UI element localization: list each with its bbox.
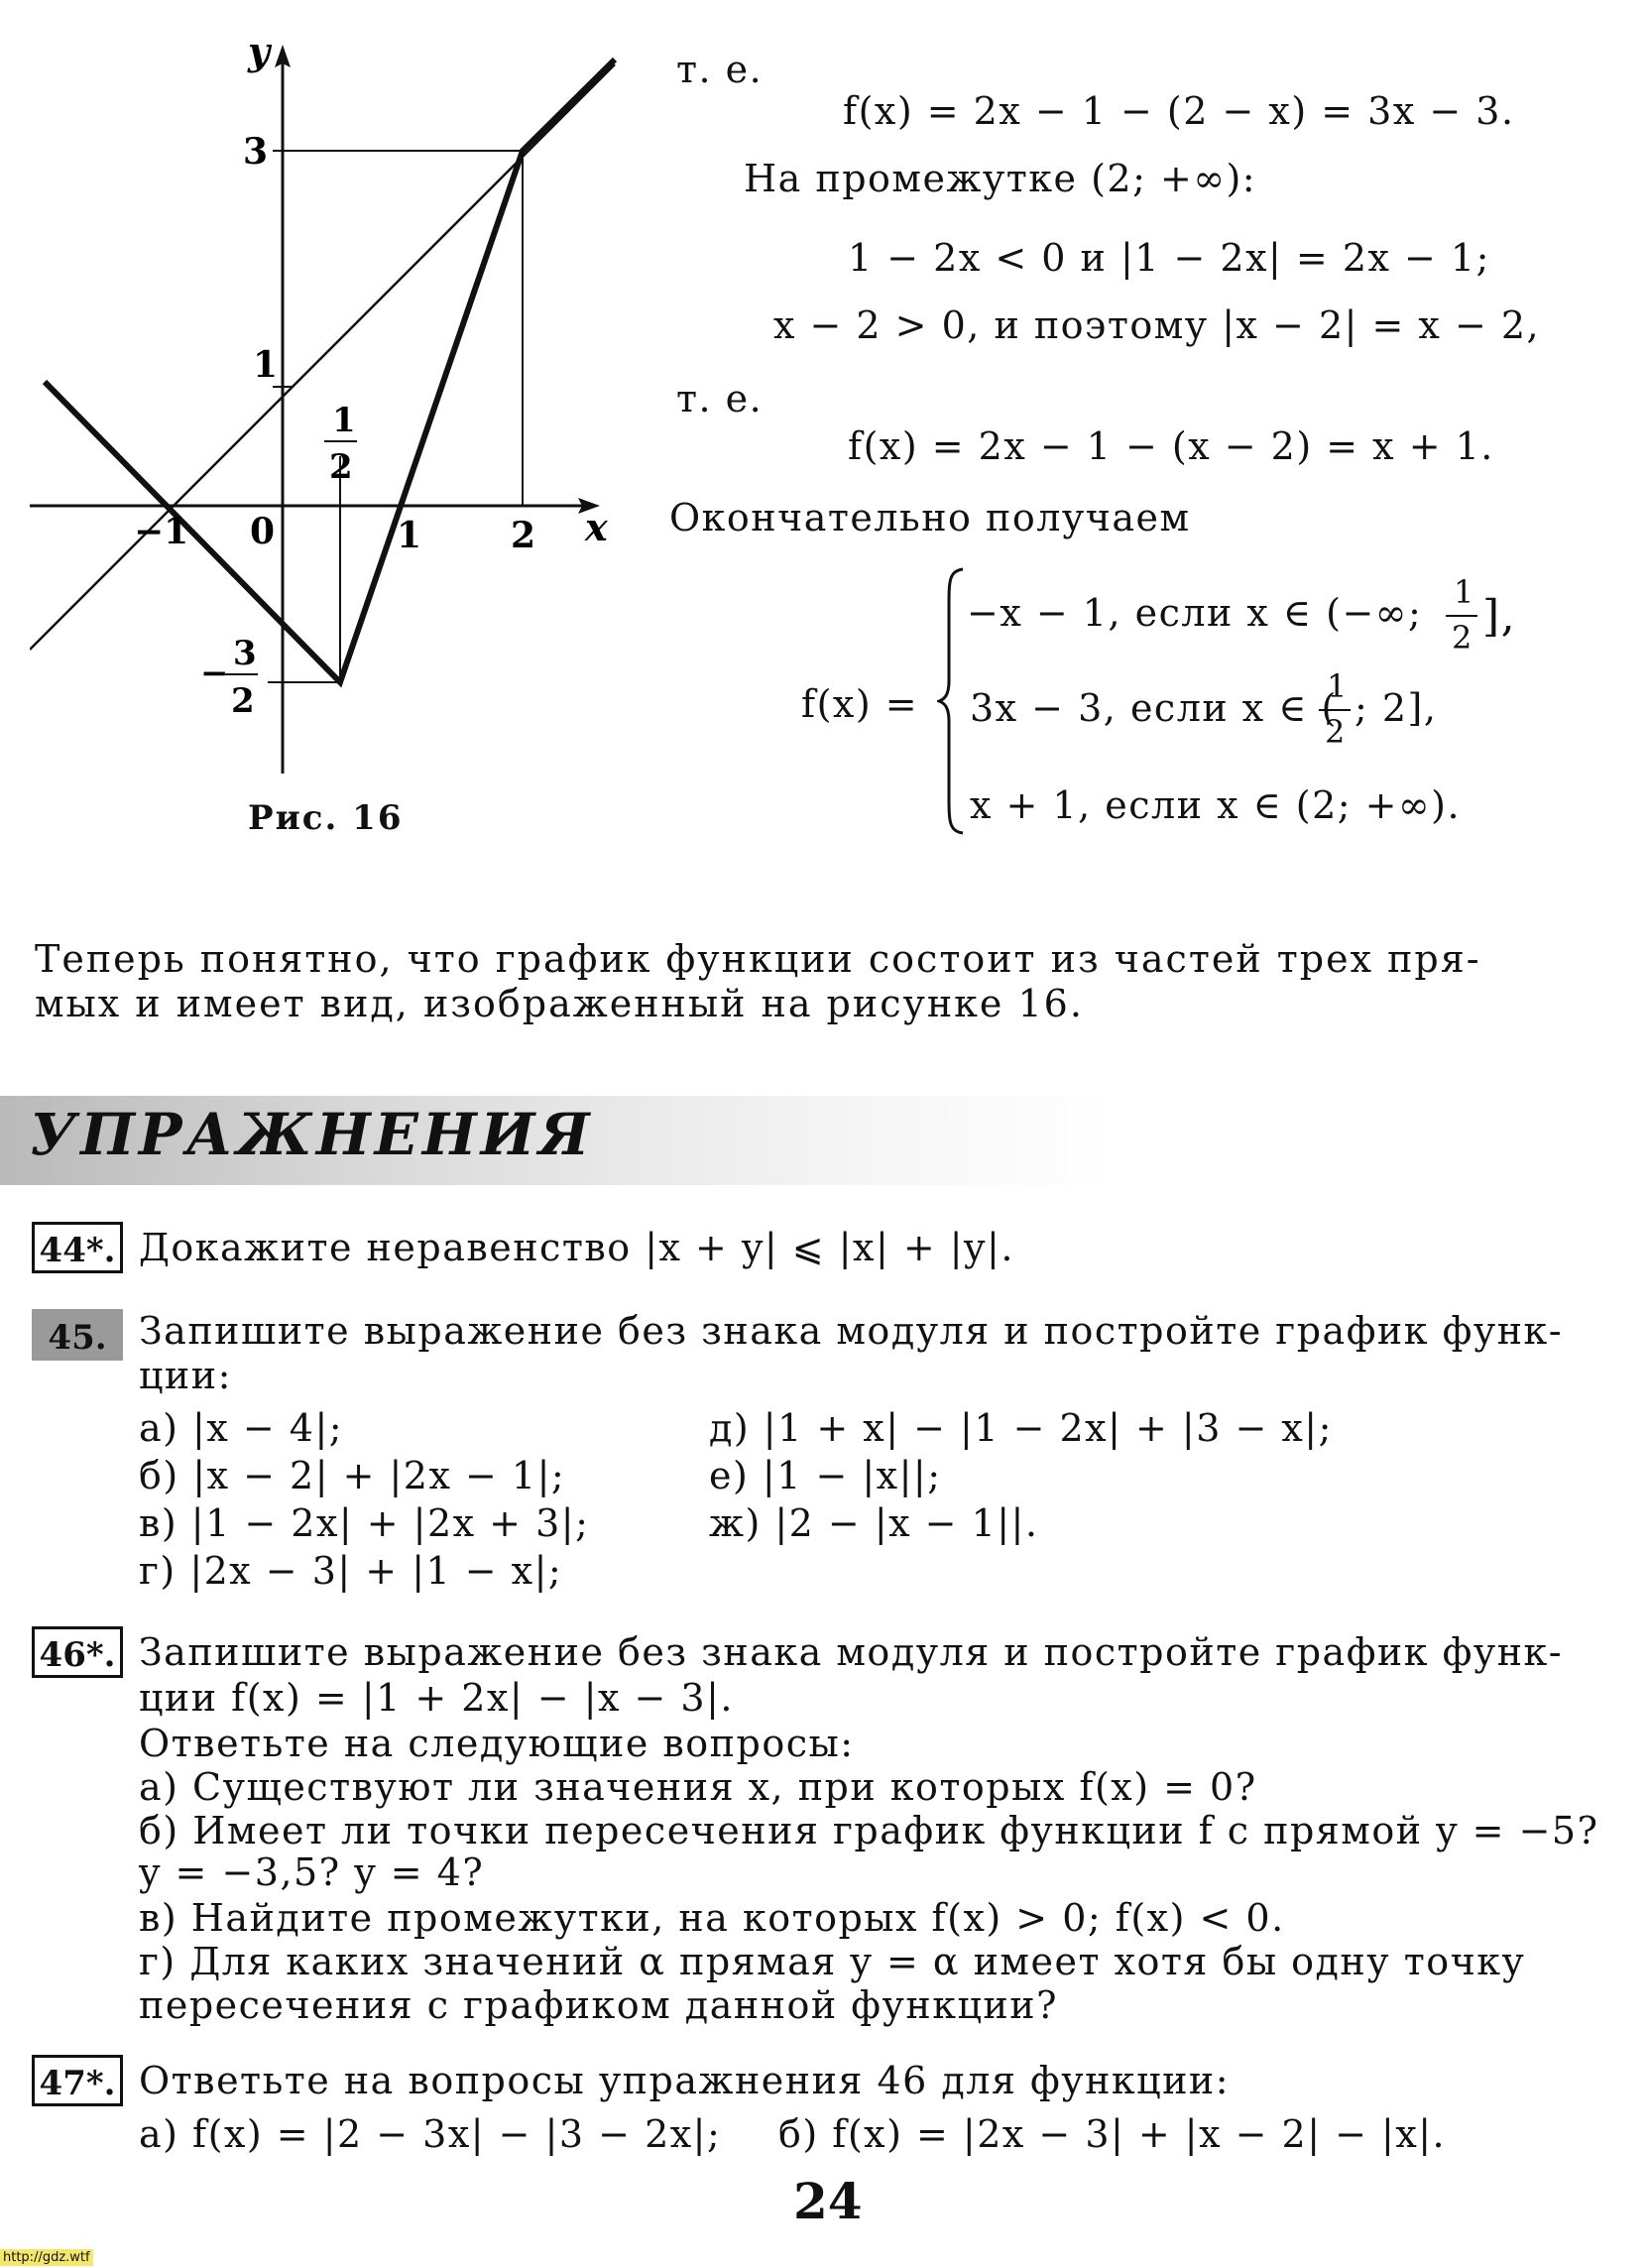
equation-2: f(x) = 2x − 1 − (x − 2) = x + 1. [848,424,1494,468]
tick-label-neg1: −1 [134,511,189,552]
case1-close: ], [1482,591,1517,642]
neg-frac-numerator: 3 [233,634,257,673]
tick-label-2: 2 [511,515,536,556]
tick-label-3: 3 [243,131,269,173]
case2-bar [1319,709,1351,711]
tick-label-0: 0 [250,511,276,552]
interval-heading: На промежутке (2; +∞): [744,157,1257,200]
case2-expr: 3x − 3, если x ∈ ( [970,686,1338,730]
line-y-x-plus-1 [30,64,615,650]
paragraph-line-1: Теперь понятно, что график функции состоит из частей трех пря- [35,937,1481,981]
exercise-45-v: в) |1 − 2x| + |2x + 3|; [139,1501,590,1545]
figure-caption: Рис. 16 [248,798,404,838]
equation-1: f(x) = 2x − 1 − (2 − x) = 3x − 3. [843,89,1515,133]
exercise-46-line-3: Ответьте на следующие вопросы: [139,1722,855,1765]
te-label-2: т. е. [676,377,764,420]
exercise-45-a: а) |x − 4|; [139,1406,344,1450]
exercise-46-b-2: y = −3,5? y = 4? [139,1850,485,1894]
neg-frac-denominator: 2 [231,681,255,721]
exercise-47-number: 47*. [32,2055,123,2106]
condition-1: 1 − 2x < 0 и |1 − 2x| = 2x − 1; [848,236,1490,280]
piecewise-brace [937,567,967,835]
y-axis-label: y [248,40,271,73]
exercise-47-b: б) f(x) = |2x − 3| + |x − 2| − |x|. [778,2112,1447,2156]
case1-den: 2 [1452,619,1473,657]
section-title: УПРАЖНЕНИЯ [30,1101,594,1168]
exercise-44-text: Докажите неравенство |x + y| ⩽ |x| + |y|. [139,1226,1014,1269]
exercise-46-a: а) Существуют ли значения x, при которых f(x) = 0? [139,1765,1257,1809]
watermark-link[interactable]: http://gdz.wtf [0,2249,93,2266]
exercise-45-zh: ж) |2 − |x − 1||. [709,1501,1039,1545]
exercise-46-g-2: пересечения с графиком данной функции? [139,1983,1058,2027]
piecewise-fx: f(x) = [801,682,919,726]
exercise-45-line-1: Запишите выражение без знака модуля и постройте график функ- [139,1309,1564,1353]
case2-close: ; 2], [1355,686,1438,730]
exercise-45-g: г) |2x − 3| + |1 − x|; [139,1549,563,1593]
exercise-46-line-2: ции f(x) = |1 + 2x| − |x − 3|. [139,1676,734,1720]
exercise-45-number: 45. [32,1309,123,1361]
neg-frac-sign: − [200,654,229,693]
paragraph-line-2: мых и имеет вид, изображенный на рисунке 16. [35,982,1084,1025]
half-numerator: 1 [332,401,356,440]
page-number: 24 [793,2172,863,2230]
condition-2: x − 2 > 0, и поэтому |x − 2| = x − 2, [773,303,1541,347]
exercise-44-number: 44*. [32,1222,123,1273]
finally-text: Окончательно получаем [669,496,1191,539]
case1-num: 1 [1454,573,1475,611]
exercise-46-g-1: г) Для каких значений α прямая y = α имеет хотя бы одну точку [139,1940,1526,1983]
tick-label-y1: 1 [253,344,279,386]
exercise-46-b-1: б) Имеет ли точки пересечения график функции f с прямой y = −5? [139,1809,1599,1852]
exercise-47-a: а) f(x) = |2 − 3x| − |3 − 2x|; [139,2112,722,2156]
function-graph [30,40,625,873]
case3-expr: x + 1, если x ∈ (2; +∞). [970,783,1462,827]
exercise-45-line-2: ции: [139,1354,232,1397]
graph-curve [45,60,615,682]
half-denominator: 2 [329,447,353,487]
exercise-46-number: 46*. [32,1626,123,1678]
exercise-45-e: е) |1 − |x||; [709,1454,942,1497]
case1-expr: −x − 1, если x ∈ (−∞; [967,591,1423,635]
exercise-47-text: Ответьте на вопросы упражнения 46 для функции: [139,2059,1231,2102]
exercise-46-v: в) Найдите промежутки, на которых f(x) > 0; f(x) < 0. [139,1896,1285,1940]
exercise-45-d: д) |1 + x| − |1 − 2x| + |3 − x|; [709,1406,1333,1450]
exercise-45-b: б) |x − 2| + |2x − 1|; [139,1454,566,1497]
case2-num: 1 [1327,667,1349,705]
x-axis-label: x [585,505,608,549]
tick-label-1: 1 [397,515,422,556]
exercise-46-line-1: Запишите выражение без знака модуля и постройте график функ- [139,1630,1564,1674]
te-label-1: т. е. [676,48,764,91]
case1-bar [1446,615,1477,617]
case2-den: 2 [1325,713,1347,751]
